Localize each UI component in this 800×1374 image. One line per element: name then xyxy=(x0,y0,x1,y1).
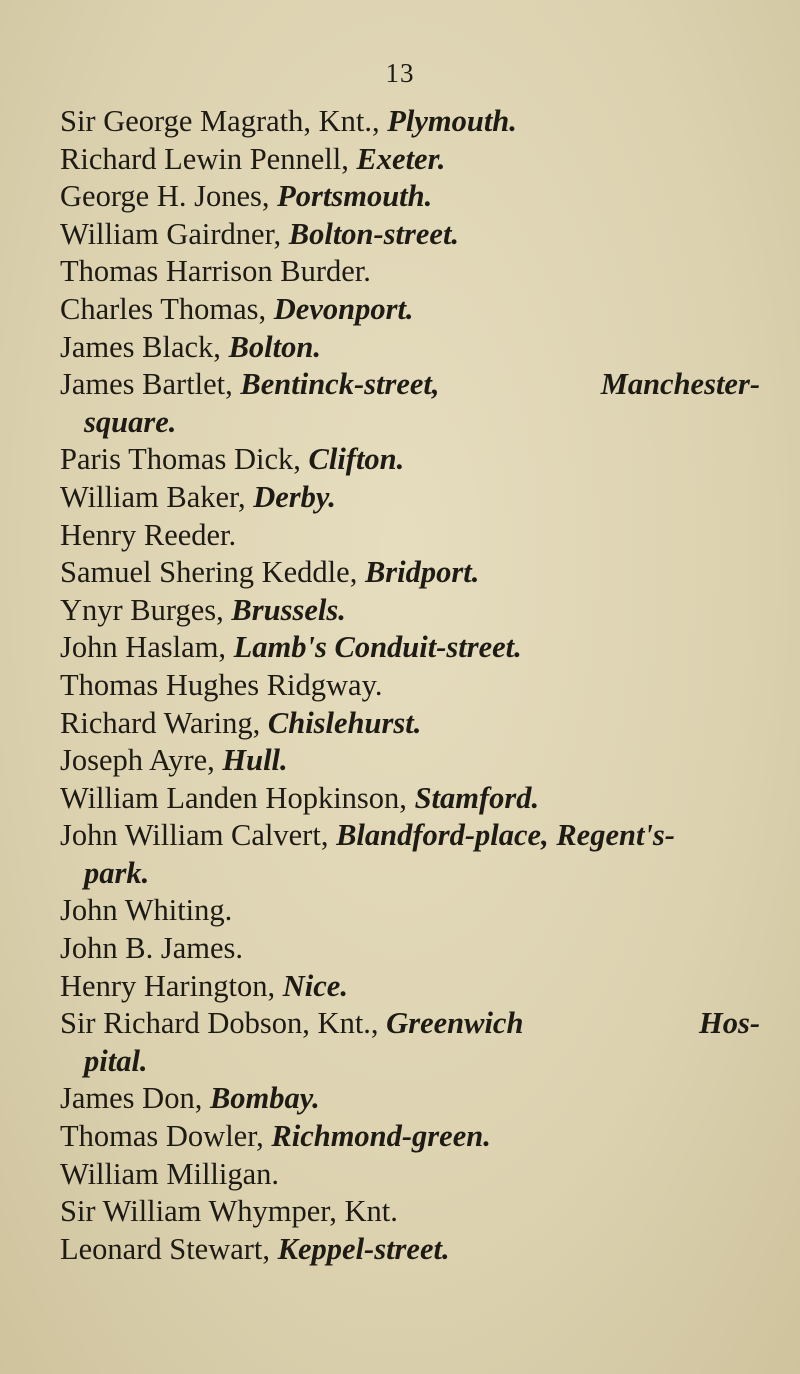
list-item: Leonard Stewart, Keppel-street. xyxy=(60,1231,450,1266)
list-item: John B. James. xyxy=(60,931,243,966)
list-item: Joseph Ayre, Hull. xyxy=(60,743,288,778)
list-item: George H. Jones, Portsmouth. xyxy=(60,179,433,214)
page-number: 13 xyxy=(385,58,415,88)
list-item: Richard Lewin Pennell, Exeter. xyxy=(60,141,446,176)
list-item: John William Calvert, Blandford-place, Regent's- xyxy=(60,818,675,853)
list-item-continuation: square. xyxy=(84,404,177,439)
list-item: William Landen Hopkinson, Stamford. xyxy=(60,780,540,815)
list-item: Henry Reeder. xyxy=(60,517,237,552)
list-item: Thomas Dowler, Richmond-green. xyxy=(60,1119,491,1154)
list-item: John Haslam, Lamb's Conduit-street. xyxy=(60,630,522,665)
list-item: James Bartlet, Bentinck-street, Manchester- xyxy=(60,367,760,402)
list-item: James Don, Bombay. xyxy=(60,1081,320,1116)
list-item: Ynyr Burges, Brussels. xyxy=(60,592,346,627)
subscriber-list xyxy=(60,103,760,1268)
list-item: Thomas Harrison Burder. xyxy=(60,254,371,289)
list-item: William Baker, Derby. xyxy=(60,479,336,514)
list-item: Thomas Hughes Ridgway. xyxy=(60,667,383,702)
list-item: William Gairdner, Bolton-street. xyxy=(60,216,460,251)
list-item: Sir George Magrath, Knt., Plymouth. xyxy=(60,104,517,138)
list-item: Charles Thomas, Devonport. xyxy=(60,291,414,326)
list-item-continuation: pital. xyxy=(84,1043,148,1078)
list-item: Paris Thomas Dick, Clifton. xyxy=(60,442,405,477)
list-item-continuation: park. xyxy=(84,855,150,890)
list-item: Sir William Whymper, Knt. xyxy=(60,1194,398,1229)
list-item: Sir Richard Dobson, Knt., Greenwich Hos- xyxy=(60,1006,760,1041)
list-item: Samuel Shering Keddle, Bridport. xyxy=(60,555,480,590)
list-item: John Whiting. xyxy=(60,893,233,928)
list-item: William Milligan. xyxy=(60,1156,280,1191)
list-item: Richard Waring, Chislehurst. xyxy=(60,705,422,740)
list-item: James Black, Bolton. xyxy=(60,329,321,364)
list-item: Henry Harington, Nice. xyxy=(60,968,348,1003)
